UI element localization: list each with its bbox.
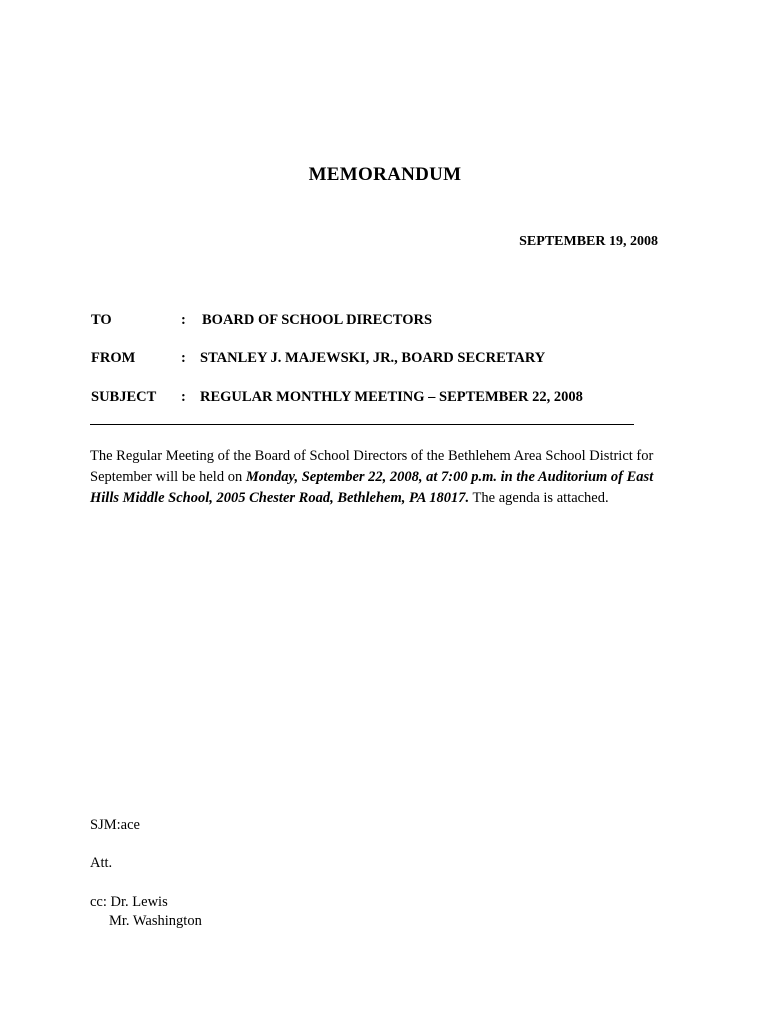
meeting-details-part-1: Monday, September 22, 2008, at 7:00 p.m. in the Auditorium of East <box>245 469 654 485</box>
subject-label: SUBJECT <box>91 389 157 405</box>
memo-date: SEPTEMBER 19, 2008 <box>519 234 658 249</box>
body-line-2-plain: September will be held on <box>90 469 246 485</box>
body-line-2 <box>90 467 690 488</box>
from-label: FROM <box>91 350 136 366</box>
initials: SJM:ace <box>90 817 140 833</box>
cc-line-1: cc: Dr. Lewis <box>90 894 168 910</box>
memo-body <box>90 446 690 509</box>
body-line-3-plain: The agenda is attached. <box>469 490 609 506</box>
to-colon: : <box>181 312 186 328</box>
to-value: BOARD OF SCHOOL DIRECTORS <box>202 312 433 328</box>
from-value: STANLEY J. MAJEWSKI, JR., BOARD SECRETARY <box>200 350 546 366</box>
attachment-note: Att. <box>90 855 113 871</box>
from-colon: : <box>181 350 186 366</box>
subject-colon: : <box>181 389 186 405</box>
header-divider <box>90 424 634 425</box>
body-line-3 <box>90 488 690 509</box>
to-label: TO <box>91 312 112 328</box>
body-line-1: The Regular Meeting of the Board of School Directors of the Bethlehem Area School District for <box>90 448 654 464</box>
memo-title: MEMORANDUM <box>308 164 462 185</box>
subject-value: REGULAR MONTHLY MEETING – SEPTEMBER 22, 2008 <box>200 389 583 405</box>
meeting-details-part-2: Hills Middle School, 2005 Chester Road, Bethlehem, PA 18017. <box>90 490 470 506</box>
cc-line-2: Mr. Washington <box>109 913 202 929</box>
